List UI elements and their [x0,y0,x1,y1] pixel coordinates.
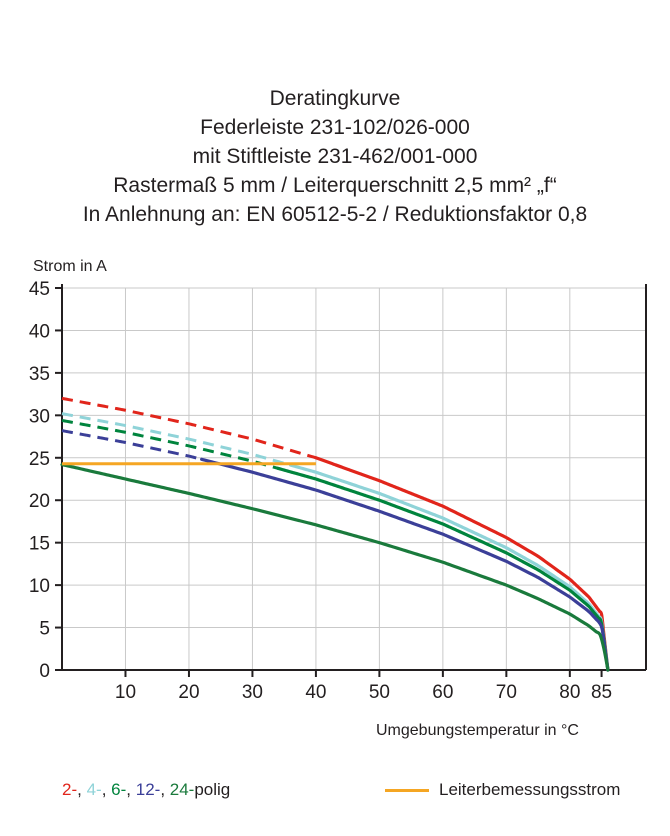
legend-part-7: , [160,780,170,799]
legend-part-3: , [101,780,112,799]
x-tick-label-80: 80 [559,682,581,700]
y-tick-label-25: 25 [28,448,50,470]
title-line-4: Rastermaß 5 mm / Leiterquerschnitt 2,5 mm² „f“ [113,174,557,197]
chart-title [0,84,670,229]
legend-part-8: 24- [169,780,195,799]
y-tick-label-30: 30 [28,406,50,428]
legend-part-2: 4- [86,780,102,799]
legend-series-labels [62,780,230,800]
y-tick-label-0: 0 [39,661,50,682]
chart-gridlines [62,288,646,670]
x-tick-label-85: 85 [590,682,613,700]
y-tick-label-45: 45 [28,279,50,300]
x-tick-label-70: 70 [495,682,517,700]
y-tick-label-35: 35 [28,363,50,385]
legend-part-5: , [126,780,136,799]
x-tick-label-30: 30 [241,682,264,700]
y-tick-label-10: 10 [28,576,50,598]
legend-part-4: 6- [111,780,127,799]
title-line-1: Deratingkurve [269,87,401,110]
y-axis-label: Strom in A [33,258,107,275]
chart-tick-labels [29,279,612,700]
x-tick-label-50: 50 [368,682,390,700]
legend-current-swatch [385,789,429,792]
series-solid-0 [316,458,608,670]
y-tick-label-20: 20 [28,491,50,513]
title-line-5: In Anlehnung an: EN 60512-5-2 / Reduktionsfaktor 0,8 [82,203,588,226]
x-tick-label-10: 10 [114,682,137,700]
x-axis-label: Umgebungstemperatur in °C [376,722,579,739]
legend-part-1: , [77,780,87,799]
legend-part-9: polig [194,780,231,799]
x-tick-label-20: 20 [178,682,200,700]
chart-legend [0,780,670,820]
x-tick-label-40: 40 [305,682,327,700]
legend-current-label: Leiterbemessungsstrom [439,780,621,799]
chart-axes [55,284,646,677]
legend-part-0: 2- [62,780,78,799]
chart-series [62,398,608,670]
y-tick-label-15: 15 [28,533,50,555]
y-tick-label-40: 40 [28,321,50,343]
x-tick-label-60: 60 [432,682,454,700]
series-dashed-2 [62,420,278,468]
series-dashed-3 [62,431,202,460]
title-line-2: Federleiste 231-102/026-000 [200,116,470,139]
derating-chart-plot [0,270,670,700]
legend-current-item [385,780,620,800]
y-tick-label-5: 5 [39,618,50,640]
title-line-3: mit Stiftleiste 231-462/001-000 [192,145,478,168]
legend-part-6: 12- [135,780,161,799]
